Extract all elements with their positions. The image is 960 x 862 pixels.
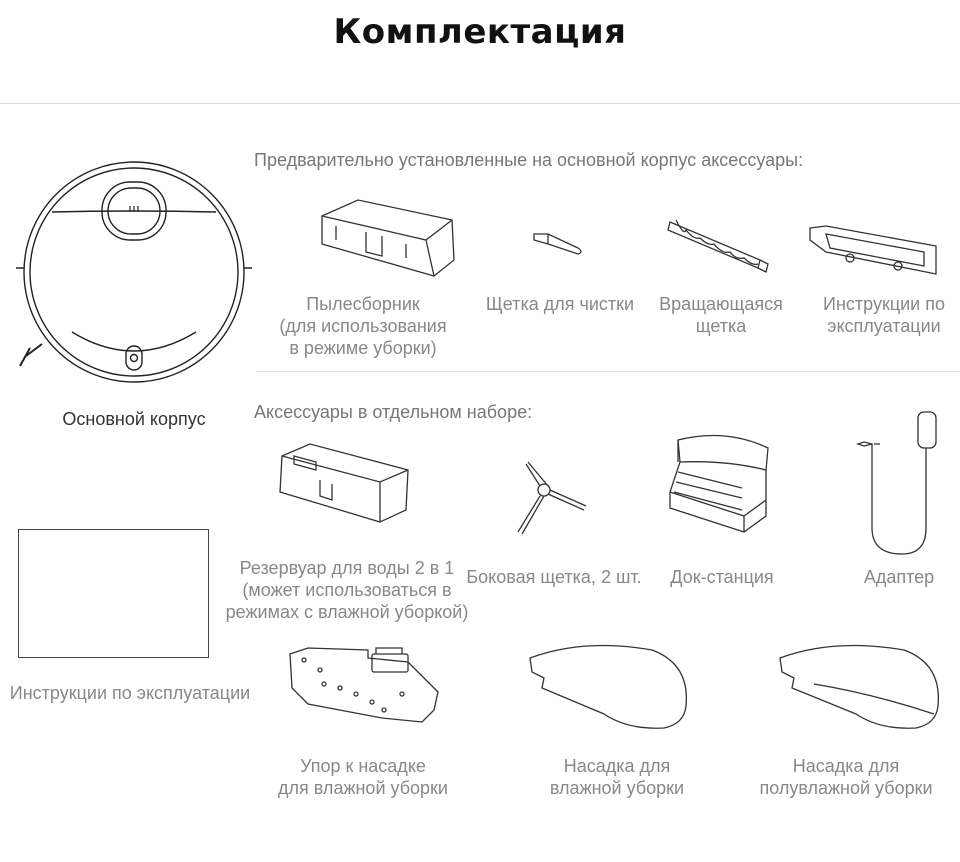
water-tank-caption: Резервуар для воды 2 в 1 (может использоваться в режимах с влажной уборкой): [225, 558, 469, 622]
mop-bracket-illustration: [284, 640, 444, 726]
adapter-illustration: [852, 408, 942, 558]
dustbin-caption: Пылесборник (для использования в режиме уборки): [279, 294, 447, 358]
side-brush-illustration: [512, 460, 592, 536]
water-tank-illustration: [276, 440, 410, 524]
header-divider: [0, 103, 960, 104]
brush-cover-illustration: [806, 222, 940, 278]
cleaning-brush-caption: Щетка для чистки: [485, 294, 635, 314]
preinstalled-heading: Предварительно установленные на основной корпус аксессуары:: [254, 150, 804, 170]
section-divider: [256, 371, 960, 372]
cleaning-brush-illustration: [530, 226, 586, 258]
side-brush-caption: Боковая щетка, 2 шт.: [466, 567, 642, 587]
mop-pad-caption: Насадка для влажной уборки: [549, 756, 685, 798]
page-title: Комплектация: [333, 12, 627, 52]
main-unit-caption: Основной корпус: [62, 409, 206, 429]
main-brush-illustration: [664, 216, 772, 276]
manual-illustration: [18, 529, 209, 658]
dock-station-illustration: [666, 432, 776, 534]
brush-cover-caption: Инструкции по эксплуатации: [823, 294, 945, 336]
mop-pad-illustration: [524, 636, 692, 732]
dustbin-illustration: [316, 196, 458, 280]
semi-wet-pad-caption: Насадка для полувлажной уборки: [759, 756, 933, 798]
dock-caption: Док-станция: [670, 567, 774, 587]
main-brush-caption: Вращающаяся щетка: [659, 294, 783, 336]
manual-caption: Инструкции по эксплуатации: [9, 683, 251, 703]
semi-wet-pad-illustration: [774, 636, 944, 732]
mop-bracket-caption: Упор к насадке для влажной уборки: [278, 756, 448, 798]
robot-vacuum-illustration: [12, 160, 262, 390]
adapter-caption: Адаптер: [863, 567, 935, 587]
separate-heading: Аксессуары в отдельном наборе:: [254, 402, 533, 422]
